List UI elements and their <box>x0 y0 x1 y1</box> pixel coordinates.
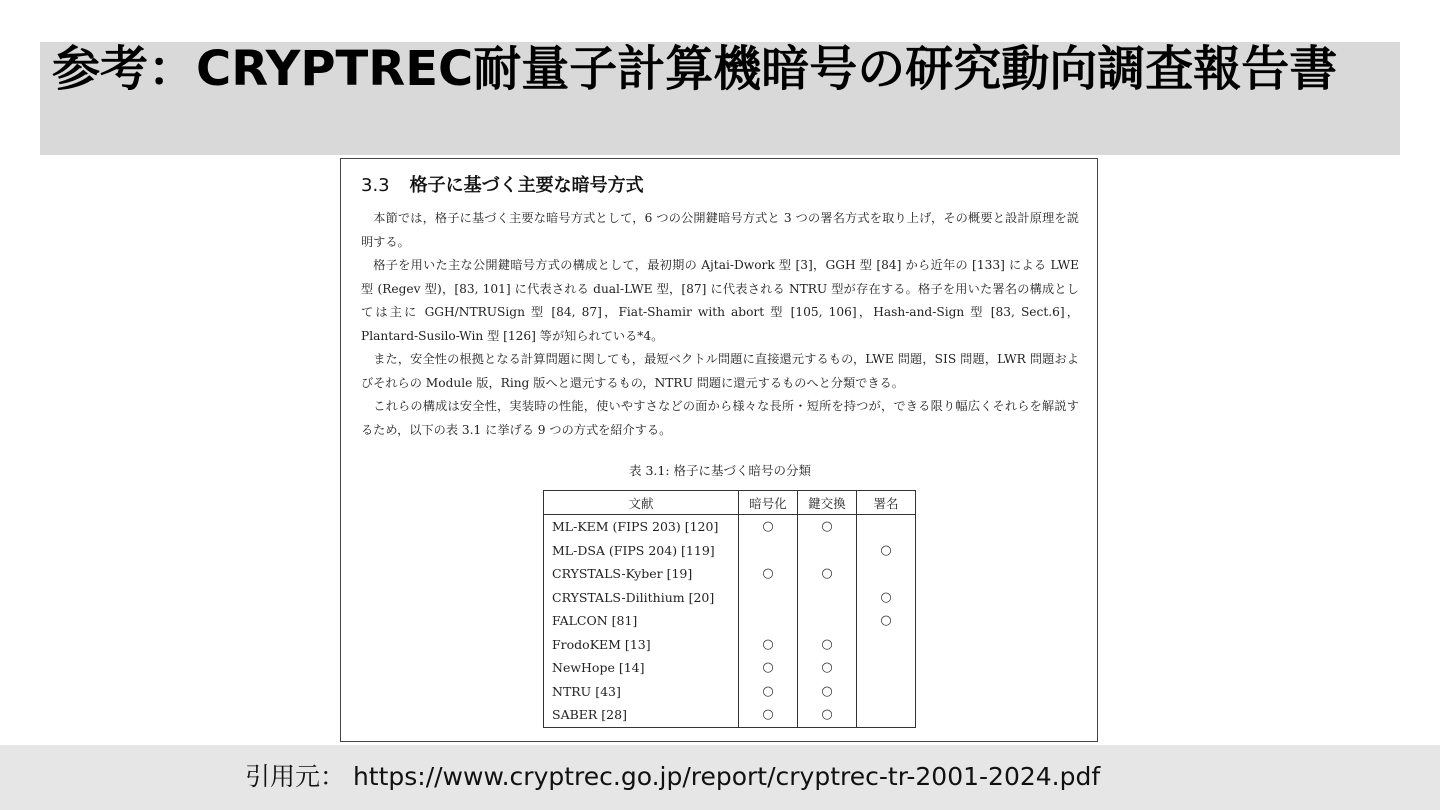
table-caption: 表 3.1: 格子に基づく暗号の分類 <box>628 463 812 478</box>
paragraph: また，安全性の根拠となる計算問題に関しても，最短ベクトル問題に直接還元するもの，LWE 問題，SIS 問題，LWR 問題およびそれらの Module 版，Ring 版へと還元するもの，NTRU 問題に還元するものへと分類できる。 <box>361 352 1079 390</box>
cell-signature <box>857 515 916 539</box>
cell-key-exchange: ○ <box>798 703 857 727</box>
cell-encryption: ○ <box>739 703 798 727</box>
cell-encryption <box>739 539 798 563</box>
cell-reference: FrodoKEM [13] <box>552 636 651 652</box>
cell-encryption <box>739 586 798 610</box>
cell-key-exchange: ○ <box>798 656 857 680</box>
cell-signature <box>857 633 916 657</box>
cell-key-exchange <box>798 539 857 563</box>
section-body <box>361 207 1079 442</box>
cell-reference: CRYSTALS-Kyber [19] <box>552 566 693 582</box>
document-excerpt <box>340 158 1098 742</box>
table-row <box>544 633 916 657</box>
header-key-exchange: 鍵交換 <box>798 491 857 515</box>
table-row <box>544 680 916 704</box>
paragraph: 本節では，格子に基づく主要な暗号方式として，6 つの公開鍵暗号方式と 3 つの署名方式を取り上げ，その概要と設計原理を説明する。 <box>361 211 1079 249</box>
cell-key-exchange: ○ <box>798 680 857 704</box>
cell-reference: CRYSTALS-Dilithium [20] <box>552 589 715 605</box>
cell-encryption: ○ <box>739 515 798 539</box>
table-row <box>544 609 916 633</box>
cell-key-exchange: ○ <box>798 515 857 539</box>
cell-signature <box>857 680 916 704</box>
cell-signature <box>857 703 916 727</box>
table-row <box>544 539 916 563</box>
cell-signature <box>857 656 916 680</box>
cell-encryption: ○ <box>739 656 798 680</box>
header-signature: 署名 <box>857 491 916 515</box>
cell-encryption: ○ <box>739 562 798 586</box>
cell-key-exchange <box>798 609 857 633</box>
cell-key-exchange: ○ <box>798 633 857 657</box>
cell-encryption: ○ <box>739 633 798 657</box>
citation-text: 引用元： https://www.cryptrec.go.jp/report/cryptrec-tr-2001-2024.pdf <box>245 762 1101 791</box>
cell-encryption <box>739 609 798 633</box>
cell-reference: ML-KEM (FIPS 203) [120] <box>552 519 719 535</box>
paragraph: 格子を用いた主な公開鍵暗号方式の構成として，最初期の Ajtai-Dwork 型 [3]，GGH 型 [84] から近年の [133] による LWE 型 (Regev 型)，[83, 101] に代表される dual-LWE 型，[87] に代表される NTRU 型が存在する。格子を用いた署名の構成としては主に GGH/NTRUSign 型 [84, 87]，Fiat-Shamir with abort 型 [105, 106]，Hash-and-Sign 型 [83, Sect.6]，Plantard-Susilo-Win 型 [126] 等が知られている*4。 <box>361 258 1079 343</box>
cell-reference: NTRU [43] <box>552 683 621 699</box>
table-row <box>544 656 916 680</box>
section-title: 格子に基づく主要な暗号方式 <box>409 175 644 196</box>
cell-reference: FALCON [81] <box>552 613 638 629</box>
cell-reference: SABER [28] <box>552 707 627 723</box>
classification-table <box>543 490 916 728</box>
table-row <box>544 562 916 586</box>
cell-encryption: ○ <box>739 680 798 704</box>
section-heading <box>361 171 644 197</box>
table-row <box>544 703 916 727</box>
table-row <box>544 586 916 610</box>
paragraph: これらの構成は安全性，実装時の性能，使いやすさなどの面から様々な長所・短所を持つが，できる限り幅広くそれらを解説するため，以下の表 3.1 に挙げる 9 つの方式を紹介する。 <box>361 399 1079 437</box>
table-header-row <box>544 491 916 515</box>
cell-reference: NewHope [14] <box>552 660 645 676</box>
section-number: 3.3 <box>361 175 390 196</box>
cell-signature: ○ <box>857 609 916 633</box>
header-encryption: 暗号化 <box>739 491 798 515</box>
header-reference: 文献 <box>544 491 739 515</box>
cell-signature: ○ <box>857 586 916 610</box>
cell-reference: ML-DSA (FIPS 204) [119] <box>552 542 715 558</box>
slide-title: 参考：CRYPTREC耐量子計算機暗号の研究動向調査報告書 <box>52 41 1338 97</box>
cell-signature: ○ <box>857 539 916 563</box>
cell-key-exchange: ○ <box>798 562 857 586</box>
table-row <box>544 515 916 539</box>
cell-key-exchange <box>798 586 857 610</box>
table-body <box>544 515 916 728</box>
cell-signature <box>857 562 916 586</box>
